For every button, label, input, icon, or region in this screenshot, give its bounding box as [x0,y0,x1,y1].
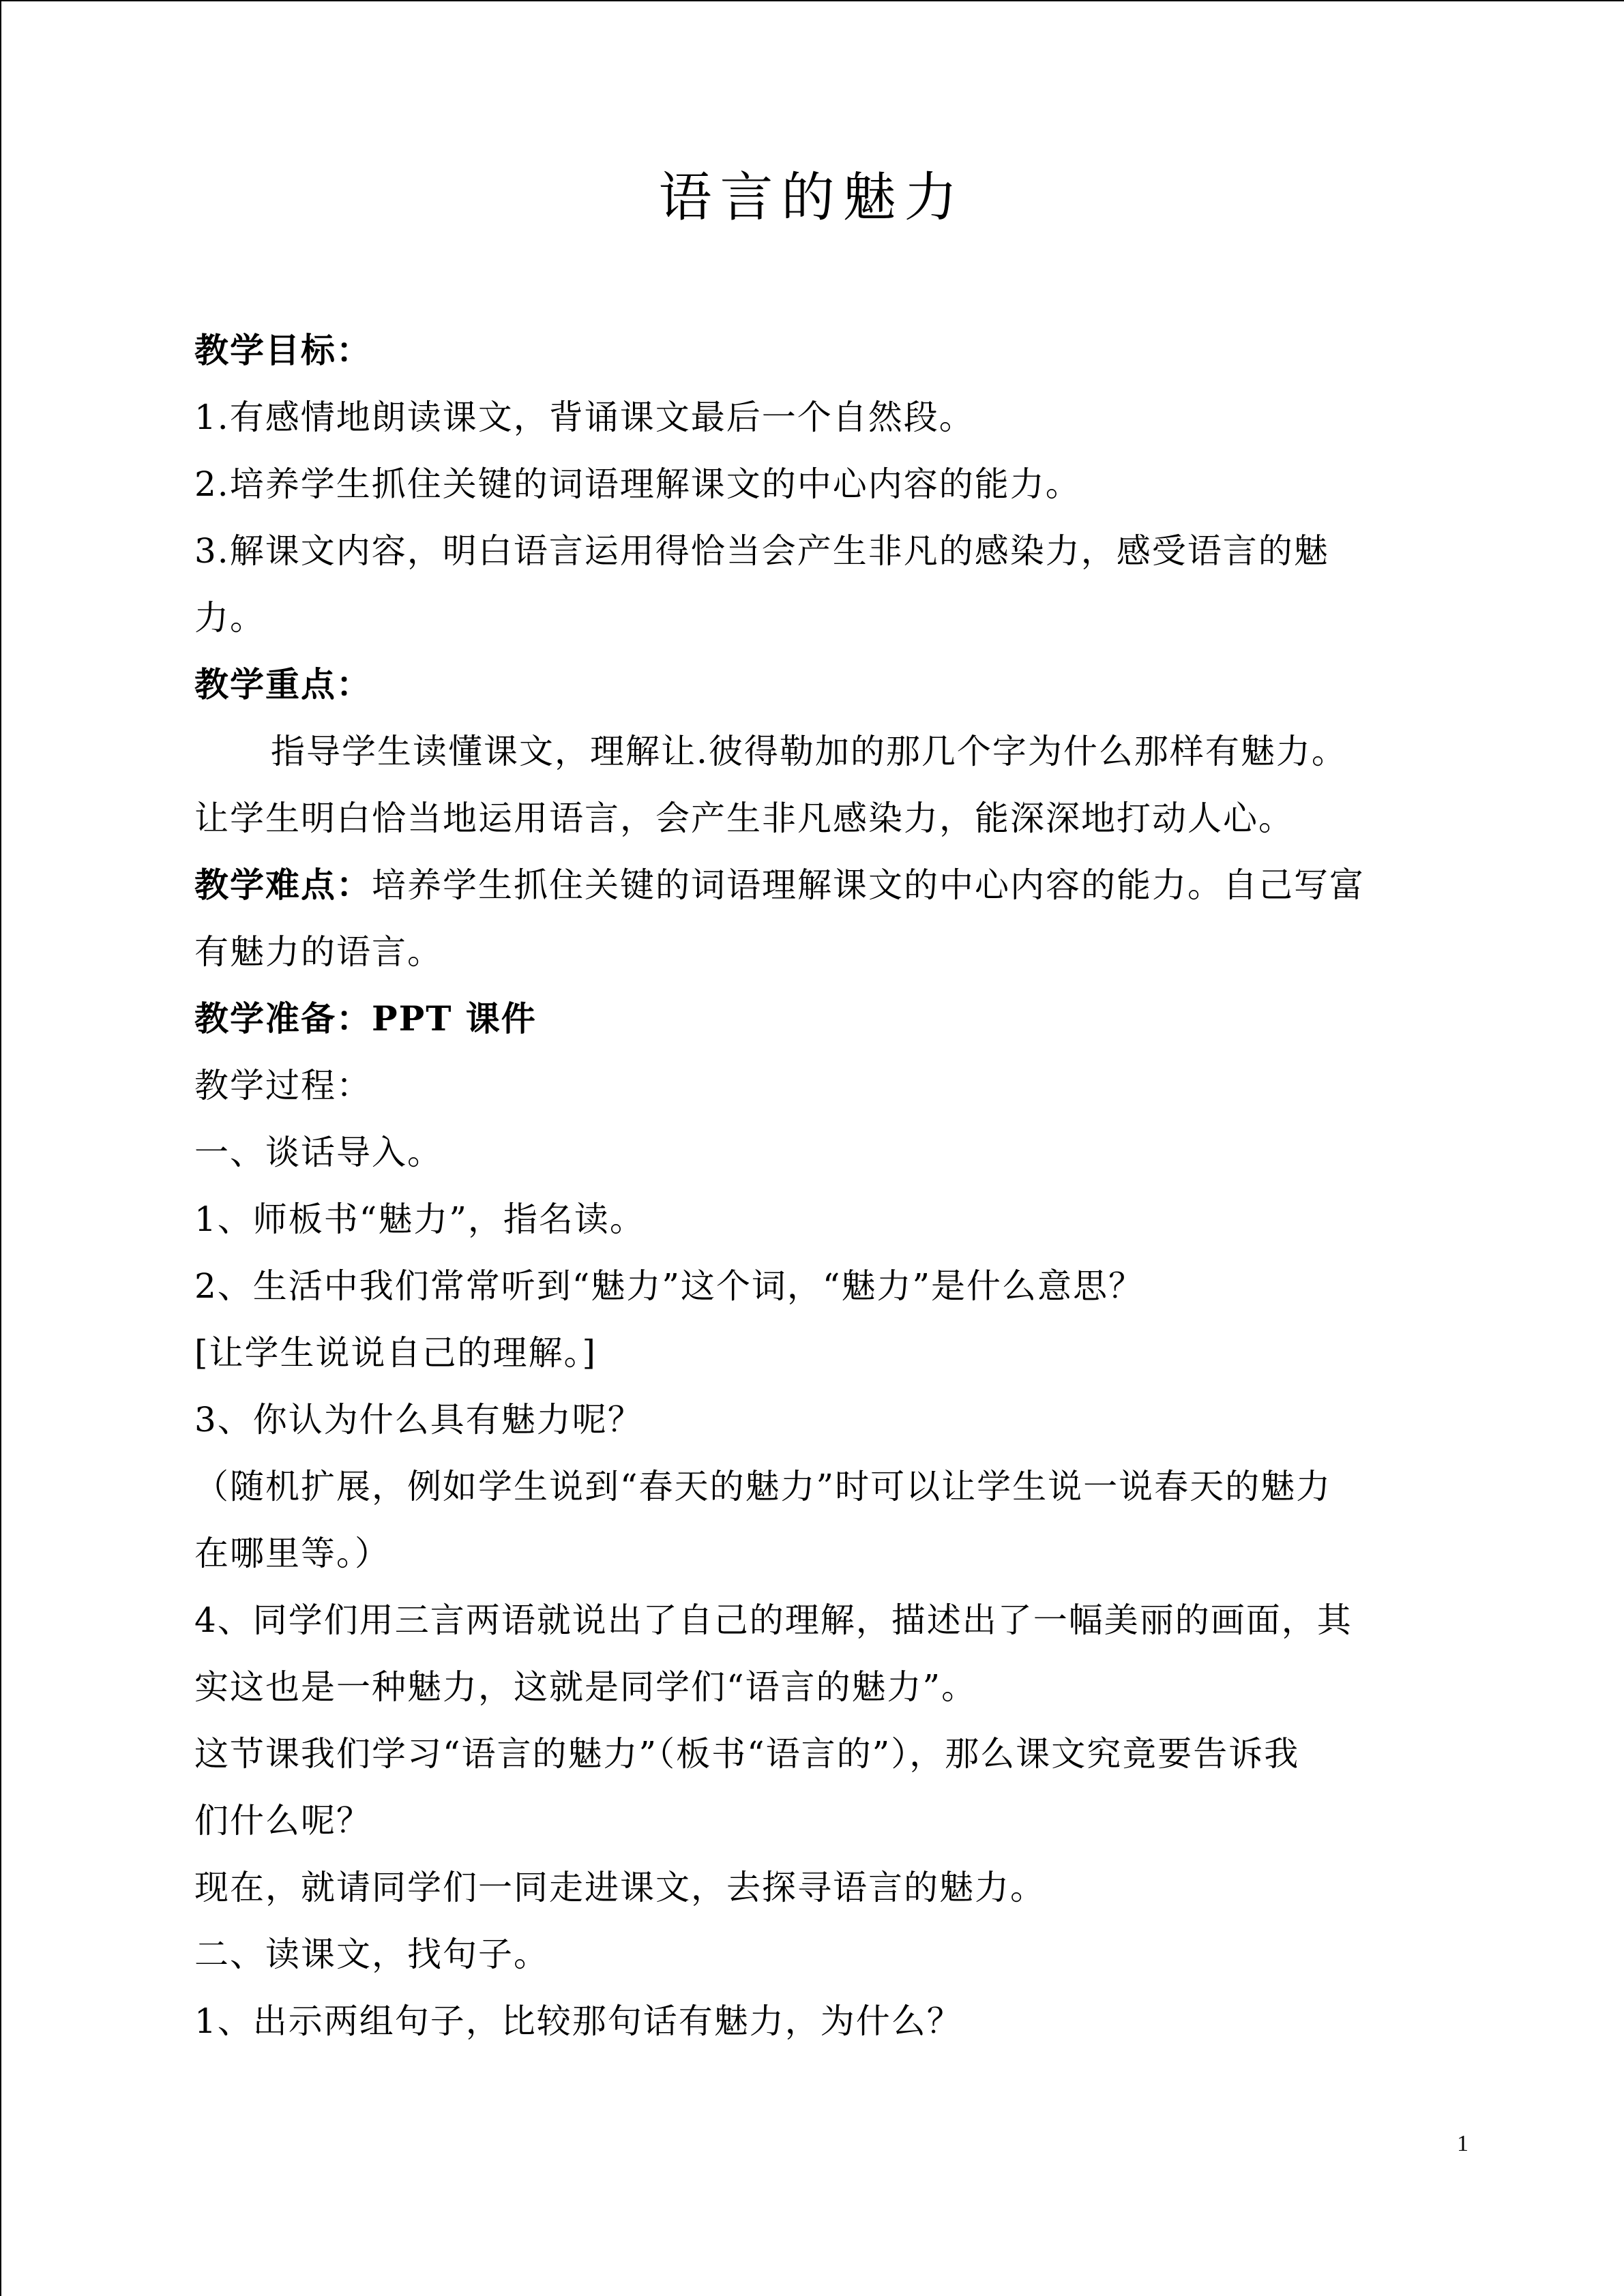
difficulty-line [194,852,1463,919]
objective-3: 3.解课文内容，明白语言运用得恰当会产生非凡的感染力，感受语言的魅 [194,531,1329,571]
paragraph: 1、出示两组句子，比较那句话有魅力，为什么？ [194,2001,962,2041]
objective-1: 1.有感情地朗读课文，背诵课文最后一个自然段。 [194,398,975,437]
paragraph: 们什么呢？ [194,1801,372,1840]
heading-difficulty: 教学难点： [194,865,372,905]
heading-key-points: 教学重点： [194,664,372,704]
objective-3-cont: 力。 [194,598,265,638]
heading-process: 教学过程： [194,1066,372,1105]
document-body [194,317,1463,2055]
paragraph: [让学生说说自己的理解。] [194,1333,597,1373]
paragraph: 2、生活中我们常常听到“魅力”这个词，“魅力”是什么意思？ [194,1266,1145,1306]
section-1-title: 一、谈话导入。 [194,1133,443,1172]
section-2-title: 二、读课文，找句子。 [194,1935,549,1974]
preparation-text: PPT 课件 [372,998,537,1039]
heading-preparation: 教学准备： [194,998,372,1039]
page-number: 1 [1457,2131,1468,2156]
paragraph: 在哪里等。） [194,1534,390,1573]
document-title: 语言的魅力 [658,167,966,228]
preparation-line [194,985,1463,1052]
paragraph: （随机扩展，例如学生说到“春天的魅力”时可以让学生说一说春天的魅力 [194,1467,1332,1506]
paragraph: 3、你认为什么具有魅力呢？ [194,1400,643,1440]
key-point-1: 指导学生读懂课文，理解让.彼得勒加的那几个字为什么那样有魅力。 [271,732,1347,771]
paragraph: 现在，就请同学们一同走进课文，去探寻语言的魅力。 [194,1868,1046,1907]
paragraph: 4、同学们用三言两语就说出了自己的理解，描述出了一幅美丽的画面，其 [194,1600,1353,1640]
heading-objectives: 教学目标： [194,330,372,370]
paragraph: 这节课我们学习“语言的魅力”（板书“语言的”），那么课文究竟要告诉我 [194,1734,1300,1774]
key-point-2: 让学生明白恰当地运用语言，会产生非凡感染力，能深深地打动人心。 [194,799,1294,838]
difficulty-cont: 有魅力的语言。 [194,932,443,972]
paragraph: 1、师板书“魅力”，指名读。 [194,1199,645,1239]
paragraph: 实这也是一种魅力，这就是同学们“语言的魅力”。 [194,1667,977,1707]
difficulty-text: 培养学生抓住关键的词语理解课文的中心内容的能力。自己写富 [372,865,1365,905]
objective-2: 2.培养学生抓住关键的词语理解课文的中心内容的能力。 [194,464,1081,504]
